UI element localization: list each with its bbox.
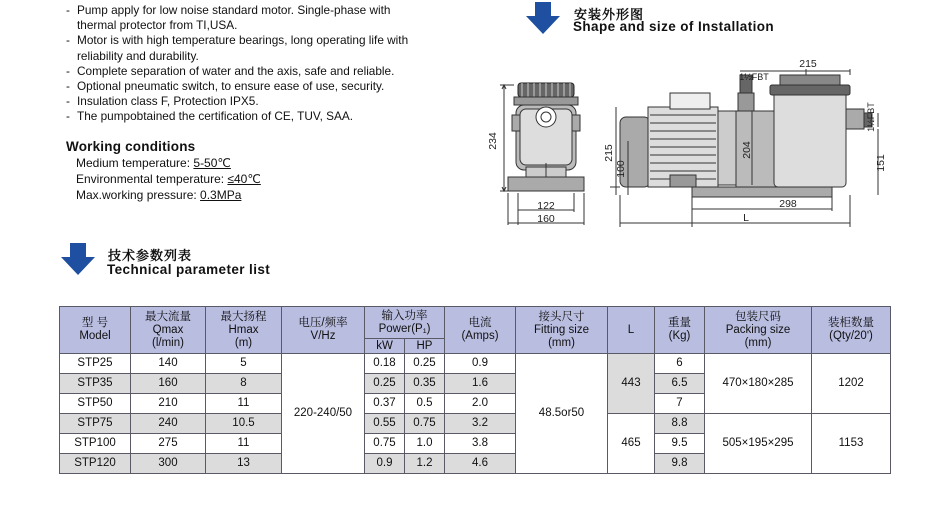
- cell-qty: 1202: [812, 354, 891, 414]
- cell-L: 443: [608, 354, 655, 414]
- table-row: [60, 414, 891, 434]
- dim-215-left: 215: [603, 144, 615, 162]
- down-arrow-icon: [61, 243, 95, 275]
- max-working-pressure: [76, 188, 376, 203]
- cell-packing: 505×195×295: [705, 414, 812, 474]
- cell-model: STP100: [60, 434, 131, 454]
- feature-item: - Complete separation of water and the axis, safe and reliable.: [66, 64, 426, 79]
- table-row: [60, 354, 891, 374]
- header-L: L: [608, 307, 655, 354]
- cell-hmax: 8: [206, 374, 282, 394]
- tech-title-en: Technical parameter list: [107, 262, 271, 277]
- dim-122: 122: [537, 200, 555, 212]
- feature-item: - Motor is with high temperature bearings, long operating life with reliability and durability.: [66, 33, 426, 63]
- features-list: [66, 3, 426, 125]
- side-view: [603, 58, 887, 227]
- feature-item: - Insulation class F, Protection IPX5.: [66, 94, 426, 109]
- dim-fbt-side: 1½FBT: [866, 102, 876, 132]
- dim-L: L: [743, 212, 749, 224]
- cell-weight: 6.5: [655, 374, 705, 394]
- shape-title-cn: 安装外形图: [574, 7, 645, 22]
- cell-qmax: 140: [131, 354, 206, 374]
- header-packing: 包装尺码 Packing size (mm): [705, 307, 812, 354]
- dim-204: 204: [741, 141, 753, 159]
- cell-qmax: 210: [131, 394, 206, 414]
- medium-temperature: [76, 156, 376, 171]
- cell-fitting: 48.5or50: [516, 354, 608, 474]
- wc-label: Max.working pressure:: [76, 188, 201, 202]
- cell-kw: 0.18: [365, 354, 405, 374]
- feature-item: - Pump apply for low noise standard motor. Single-phase with thermal protector from TI,USA.: [66, 3, 426, 33]
- working-conditions-title: Working conditions: [66, 139, 196, 154]
- tech-title-cn: 技术参数列表: [108, 248, 193, 263]
- cell-packing: 470×180×285: [705, 354, 812, 414]
- cell-L: 465: [608, 414, 655, 474]
- dim-151: 151: [875, 154, 887, 172]
- environmental-temperature: [76, 172, 376, 187]
- cell-hp: 0.35: [405, 374, 445, 394]
- cell-voltage: 220-240/50: [282, 354, 365, 474]
- cell-qmax: 240: [131, 414, 206, 434]
- cell-hmax: 13: [206, 454, 282, 474]
- cell-model: STP120: [60, 454, 131, 474]
- cell-qmax: 275: [131, 434, 206, 454]
- spec-table: [59, 306, 891, 474]
- header-power: 输入功率 Power(P₁): [365, 307, 445, 339]
- feature-item: - Optional pneumatic switch, to ensure ease of use, security.: [66, 79, 426, 94]
- dim-100: 100: [615, 160, 627, 178]
- cell-amps: 3.8: [445, 434, 516, 454]
- dim-160: 160: [537, 213, 555, 225]
- cell-model: STP25: [60, 354, 131, 374]
- cell-amps: 0.9: [445, 354, 516, 374]
- cell-weight: 6: [655, 354, 705, 374]
- header-qmax: 最大流量 Qmax (l/min): [131, 307, 206, 354]
- cell-model: STP35: [60, 374, 131, 394]
- cell-kw: 0.37: [365, 394, 405, 414]
- cell-qmax: 300: [131, 454, 206, 474]
- cell-hp: 0.5: [405, 394, 445, 414]
- cell-hmax: 10.5: [206, 414, 282, 434]
- wc-value: 0.3MPa: [200, 188, 242, 202]
- cell-model: STP75: [60, 414, 131, 434]
- cell-amps: 4.6: [445, 454, 516, 474]
- front-view: [487, 83, 584, 225]
- cell-qty: 1153: [812, 414, 891, 474]
- cell-hmax: 5: [206, 354, 282, 374]
- wc-label: Medium temperature:: [76, 156, 194, 170]
- dim-215: 215: [799, 58, 817, 70]
- cell-hp: 0.75: [405, 414, 445, 434]
- installation-drawing: [470, 45, 890, 240]
- header-kw: kW: [365, 339, 405, 354]
- dim-298: 298: [779, 198, 797, 210]
- header-qty: 装柜数量 (Qty/20ʹ): [812, 307, 891, 354]
- cell-qmax: 160: [131, 374, 206, 394]
- down-arrow-icon: [526, 2, 560, 34]
- cell-amps: 1.6: [445, 374, 516, 394]
- cell-weight: 7: [655, 394, 705, 414]
- header-fitting: 接头尺寸 Fitting size (mm): [516, 307, 608, 354]
- feature-item: - The pumpobtained the certification of CE, TUV, SAA.: [66, 109, 426, 124]
- cell-kw: 0.55: [365, 414, 405, 434]
- cell-kw: 0.75: [365, 434, 405, 454]
- wc-value: ≤40℃: [227, 172, 261, 186]
- wc-label: Environmental temperature:: [76, 172, 228, 186]
- cell-hp: 1.0: [405, 434, 445, 454]
- dim-fbt-top: 1½FBT: [739, 72, 769, 82]
- cell-hp: 0.25: [405, 354, 445, 374]
- header-amps: 电流 (Amps): [445, 307, 516, 354]
- cell-kw: 0.25: [365, 374, 405, 394]
- cell-weight: 9.8: [655, 454, 705, 474]
- cell-kw: 0.9: [365, 454, 405, 474]
- cell-hp: 1.2: [405, 454, 445, 474]
- header-model: 型 号 Model: [60, 307, 131, 354]
- cell-hmax: 11: [206, 394, 282, 414]
- shape-title-en: Shape and size of Installation: [573, 19, 775, 34]
- cell-amps: 3.2: [445, 414, 516, 434]
- header-voltage: 电压/频率 V/Hz: [282, 307, 365, 354]
- header-hp: HP: [405, 339, 445, 354]
- cell-weight: 8.8: [655, 414, 705, 434]
- dim-234: 234: [487, 132, 499, 150]
- cell-hmax: 11: [206, 434, 282, 454]
- cell-amps: 2.0: [445, 394, 516, 414]
- wc-value: 5-50℃: [193, 156, 231, 170]
- cell-model: STP50: [60, 394, 131, 414]
- header-hmax: 最大扬程 Hmax (m): [206, 307, 282, 354]
- header-weight: 重量 (Kg): [655, 307, 705, 354]
- cell-weight: 9.5: [655, 434, 705, 454]
